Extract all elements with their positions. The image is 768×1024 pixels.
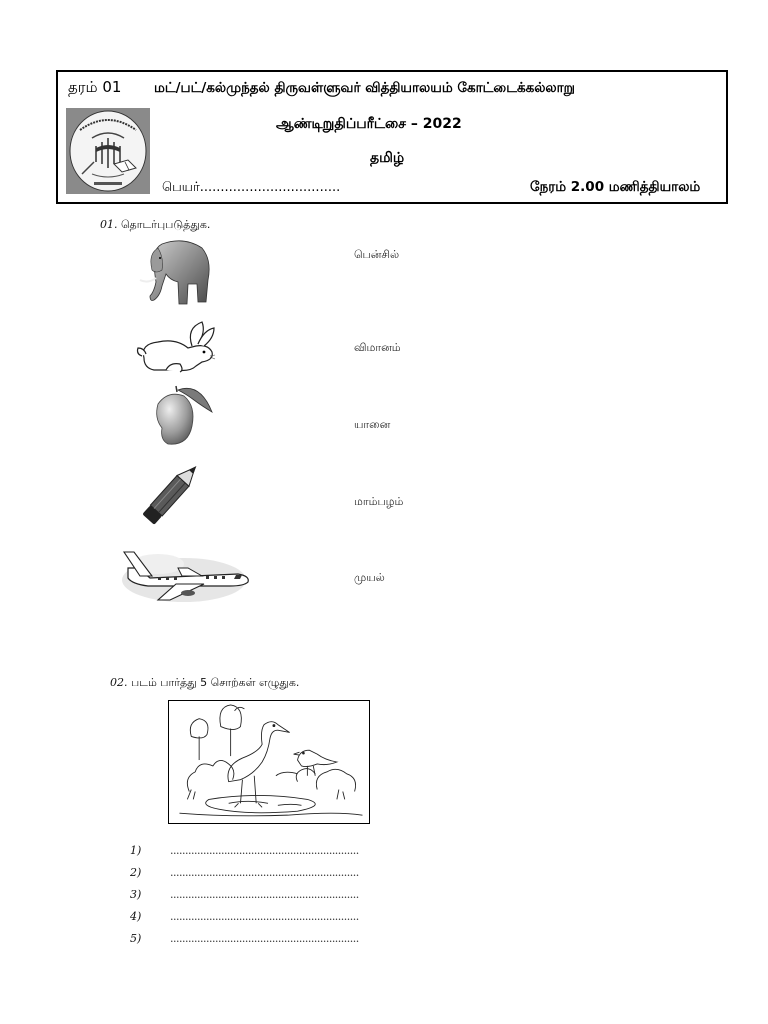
answer-dots: ............................................................... [170, 866, 359, 879]
match-word-4: மாம்பழம் [354, 495, 404, 508]
answer-dots: ............................................................... [170, 888, 359, 901]
question-2-title [110, 676, 299, 691]
school-logo-icon [66, 108, 150, 194]
answer-number: 2) [130, 866, 142, 879]
answer-line-4[interactable] [130, 910, 359, 923]
subject-title: தமிழ் [370, 150, 405, 166]
question-number: 01. [100, 218, 118, 231]
time-label: நேரம் 2.00 மணித்தியாலம் [530, 179, 701, 195]
answer-line-5[interactable] [130, 932, 359, 945]
answer-line-1[interactable] [130, 844, 359, 857]
crane-crow-scene-picture [168, 700, 370, 824]
answer-dots: ............................................................... [170, 910, 359, 923]
airplane-icon [118, 544, 252, 604]
match-word-3: யானை [354, 418, 391, 431]
name-field[interactable]: பெயர்.................................. [162, 180, 341, 195]
answer-line-2[interactable] [130, 866, 359, 879]
grade-label: தரம் 01 [68, 78, 122, 96]
exam-title: ஆண்டிறுதிப்பரீட்சை – 2022 [276, 116, 462, 132]
question-number: 02. [110, 676, 128, 689]
answer-number: 1) [130, 844, 142, 857]
question-instruction: படம் பார்த்து 5 சொற்கள் எழுதுக. [131, 676, 300, 689]
match-word-5: முயல் [354, 571, 385, 584]
answer-dots: ............................................................... [170, 844, 359, 857]
rabbit-icon [136, 318, 216, 374]
answer-number: 3) [130, 888, 142, 901]
mango-icon [146, 382, 216, 448]
pencil-icon [138, 456, 208, 528]
school-name: மட்/பட்/கல்முந்தல் திருவள்ளுவர் வித்தியாலயம் கோட்டைக்கல்லாறு [154, 80, 575, 96]
match-word-2: விமானம் [354, 341, 401, 354]
answer-number: 4) [130, 910, 142, 923]
answer-line-3[interactable] [130, 888, 359, 901]
elephant-icon [132, 234, 212, 308]
question-instruction: தொடர்புபடுத்துக. [121, 218, 211, 231]
exam-header [56, 70, 728, 204]
answer-dots: ............................................................... [170, 932, 359, 945]
answer-number: 5) [130, 932, 142, 945]
match-word-1: பென்சில் [354, 248, 400, 261]
question-1-title [100, 218, 210, 233]
